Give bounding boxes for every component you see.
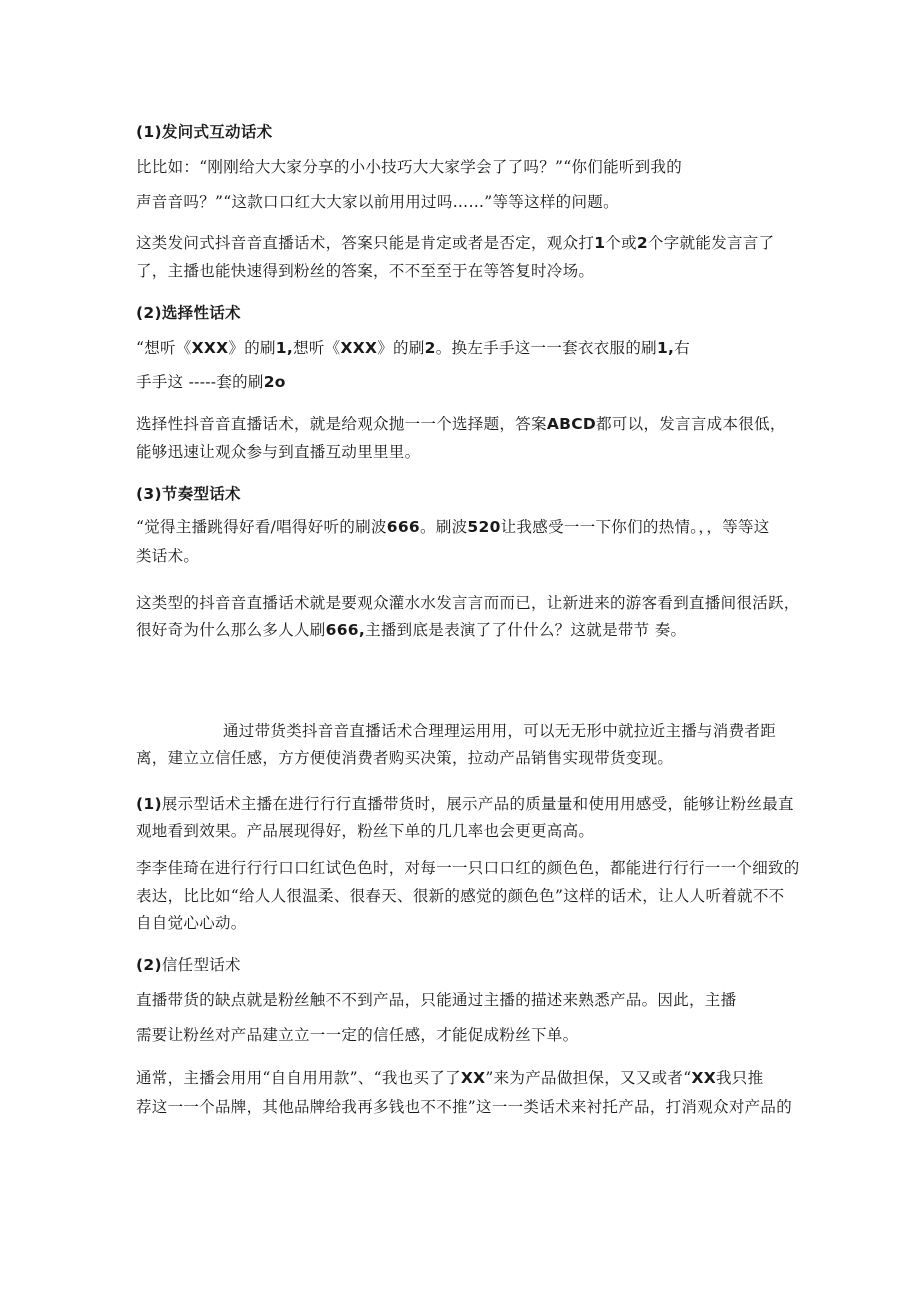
section-5-heading: (2)信任型话术 [136,956,241,974]
emphasis-token: (1) [136,123,162,141]
section-4-para-1: 李李佳琦在进行行行口口红试色色时，对每一一只口口红的颜色色，都能进行行行一一个细致的 [136,859,800,877]
section-3-para-1: 这类型的抖音音直播话术就是要观众灌水水发言言而而已，让新进来的游客看到直播间很活跃， [136,594,800,612]
emphasis-token: XX [691,1069,716,1087]
section-5-line-1: 直播带货的缺点就是粉丝触不不到产品，只能通过主播的描述来熟悉产品。因此，主播 [136,991,737,1009]
section-4-line-2: 观地看到效果。产品展现得好，粉丝下单的几几率也会更更高高。 [136,822,595,840]
section-2-para-1: 选择性抖音音直播话术，就是给观众抛一一个选择题，答案ABCD都可以，发言言成本很低， [136,415,786,433]
emphasis-token: 666, [325,621,366,639]
emphasis-token: (2) [136,304,162,322]
section-1-line-1: 比比如：“刚刚给大大家分享的小小技巧大大家学会了了吗？”“你们能听到我的 [136,158,683,176]
section-1-line-2: 声音音吗？”“这款口口红大大家以前用用过吗……”等等这样的问题。 [136,193,619,211]
section-1-heading: (1)发问式互动话术 [136,123,273,141]
section-3-line-2: 类话术。 [136,547,200,565]
emphasis-token: 666 [386,518,421,536]
section-5-para-1: 通常，主播会用用“自自用用款”、“我也买了了XX”来为产品做担保，又又或者“XX我只推 [136,1069,764,1087]
section-2-heading: (2)选择性话术 [136,304,241,322]
section-1-para-1: 这类发问式抖音音直播话术，答案只能是肯定或者是否定，观众打1个或2个字就能发言言了 [136,234,775,252]
emphasis-token: 1, [656,339,675,357]
emphasis-token: XXX [191,339,229,357]
emphasis-token: 2o [263,373,286,391]
emphasis-token: (2) [136,956,162,974]
emphasis-token: 1 [594,234,606,252]
section-3-heading: (3)节奏型话术 [136,485,241,503]
section-4-line-1: (1)展示型话术主播在进行行行直播带货时，展示产品的质量量和使用用感受，能够让粉丝最直 [136,795,794,813]
emphasis-token: 2 [636,234,648,252]
emphasis-token: 1, [275,339,294,357]
emphasis-token: XX [460,1069,486,1087]
section-2-para-2: 能够迅速让观众参与到直播互动里里里。 [136,443,421,461]
emphasis-token: ABCD [546,415,597,433]
section-3-para-2: 很好奇为什么那么多人人刷666,主播到底是表演了了什什么？这就是带节 奏。 [136,621,687,639]
intro-line-2: 离，建立立信任感，方方便使消费者购买决策，拉动产品销售实现带货变现。 [136,749,674,767]
section-2-line-1: “想听《XXX》的刷1,想听《XXX》的刷2。换左手手这一一套衣衣服的刷1,右 [136,339,691,357]
emphasis-token: 2 [424,339,436,357]
section-5-line-2: 需要让粉丝对产品建立立一一定的信任感，才能促成粉丝下单。 [136,1026,579,1044]
section-2-line-2: 手手这 -----套的刷2o [136,373,286,391]
section-3-line-1: “觉得主播跳得好看/唱得好听的刷波666。刷波520让我感受一一下你们的热情。，，等等这 [136,518,770,536]
emphasis-token: (1) [136,795,162,813]
emphasis-token: XXX [340,339,378,357]
intro-line-1: 通过带货类抖音音直播话术合理理运用用，可以无无形中就拉近主播与消费者距 [223,722,777,740]
section-1-para-2: 了，主播也能快速得到粉丝的答案，不不至至于在等答复时冷场。 [136,262,595,280]
section-4-para-3: 自自觉心心动。 [136,914,247,932]
section-4-para-2: 表达，比比如“给人人很温柔、很春天、很新的感觉的颜色色”这样的话术，让人人听着就不不 [136,887,785,905]
emphasis-token: 520 [467,518,501,536]
emphasis-token: (3) [136,485,162,503]
section-5-para-2: 荐这一一个品牌，其他品牌给我再多钱也不不推”这一一类话术来衬托产品，打消观众对产品的 [136,1098,793,1116]
